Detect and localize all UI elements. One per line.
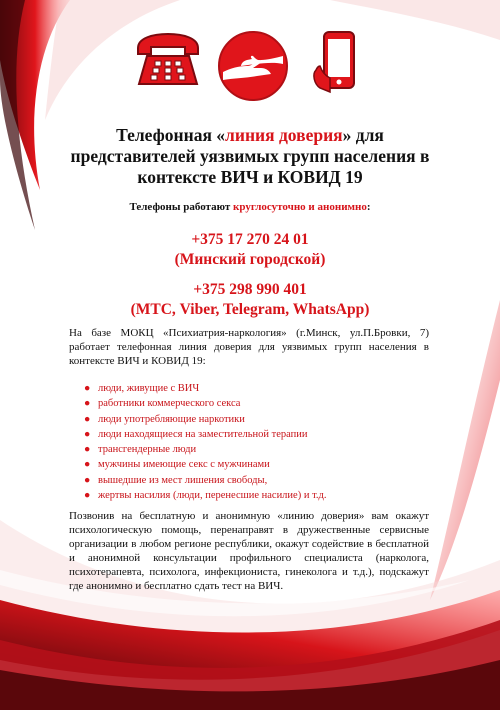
title-part2: » для представителей уязвимых групп населения в контексте ВИЧ и КОВИД 19 <box>70 125 430 187</box>
phone-number[interactable]: +375 17 270 24 01 <box>191 231 309 248</box>
list-item-text: трансгендерные люди <box>98 444 197 456</box>
phone-number[interactable]: +375 298 990 401 <box>193 281 307 298</box>
target-groups-list <box>84 381 424 503</box>
title-part1: Телефонная « <box>116 125 226 145</box>
list-item-text: работники коммерческого секса <box>98 398 241 410</box>
list-item <box>84 488 424 503</box>
bullet-icon: ● <box>84 428 91 440</box>
list-item-text: жертвы насилия (люди, перенесшие насилие) и т.д. <box>98 490 327 502</box>
header-icons <box>0 30 500 108</box>
intro-paragraph: На базе МОКЦ «Психиатрия-наркология» (г.Минск, ул.П.Бровки, 7) работает телефонная линия доверия для уязвимых групп населения в контексте ВИЧ и КОВИД 19: <box>69 327 429 367</box>
list-item-text: люди употребляющие наркотики <box>98 413 245 425</box>
phone-block-city <box>60 230 440 270</box>
telephone-icon <box>133 30 203 90</box>
bullet-icon: ● <box>84 398 91 410</box>
title-highlight: линия доверия <box>225 125 343 145</box>
bullet-icon: ● <box>84 459 91 471</box>
list-item <box>84 473 424 488</box>
list-item-text: люди, живущие с ВИЧ <box>98 383 200 394</box>
list-item-text: люди находящиеся на заместительной терапии <box>98 428 308 440</box>
bullet-icon: ● <box>84 474 91 486</box>
list-item-text: вышедшие из мест лишения свободы, <box>98 474 268 486</box>
page-title <box>60 125 440 188</box>
hours-prefix: Телефоны работают <box>129 201 234 213</box>
bullet-icon: ● <box>84 444 91 456</box>
mobile-phone-icon <box>308 30 368 94</box>
hours-highlight: круглосуточно и анонимно <box>233 201 367 213</box>
list-item <box>84 396 424 411</box>
hours-suffix: : <box>366 201 371 213</box>
phone-note: (Минский городской) <box>174 251 326 268</box>
list-item <box>84 412 424 427</box>
list-item-text: мужчины имеющие секс с мужчинами <box>98 459 270 471</box>
phone-block-mobile <box>60 280 440 320</box>
bullet-icon: ● <box>84 490 91 502</box>
list-item <box>84 457 424 472</box>
hours-notice <box>60 201 440 213</box>
bullet-icon: ● <box>84 383 91 394</box>
phone-note: (МТС, Viber, Telegram, WhatsApp) <box>130 301 370 318</box>
helping-hands-icon <box>217 30 289 102</box>
list-item <box>84 381 424 396</box>
bullet-icon: ● <box>84 413 91 425</box>
outro-paragraph: Позвонив на бесплатную и анонимную «линию доверия» вам окажут психологическую помощь, перенаправят в дружественные сервисные организации в любом регионе республики, окажут содействие в бесплатной и анонимной консультации профильного специалиста (нарколога, психотерапевта, психолога, инфекциониста, гинеколога и т.д.), подскажут где анонимно и бесплатно сдать тест на ВИЧ. <box>69 510 429 592</box>
list-item <box>84 427 424 442</box>
list-item <box>84 442 424 457</box>
